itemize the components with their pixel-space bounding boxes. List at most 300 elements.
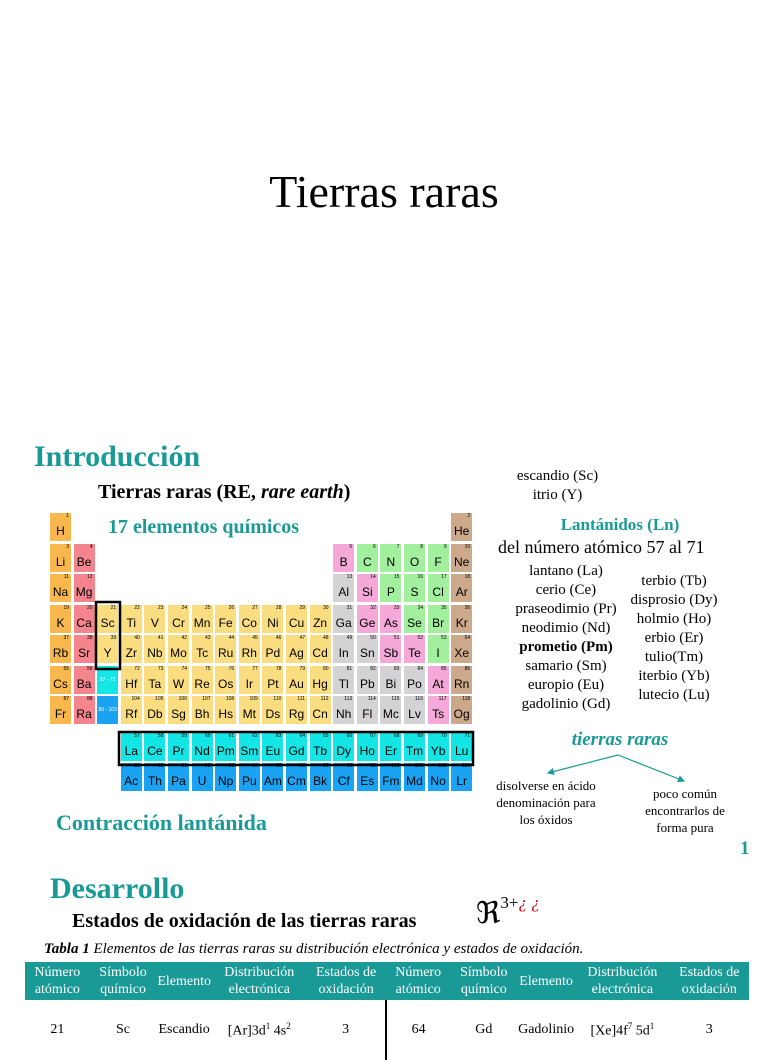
element-cell-U bbox=[191, 762, 214, 792]
element-symbol: Pa bbox=[171, 774, 186, 788]
element-cell-Be bbox=[73, 543, 96, 573]
atomic-number: 73 bbox=[157, 665, 164, 672]
element-cell-Pt bbox=[261, 665, 284, 695]
element-symbol: Pd bbox=[265, 646, 281, 660]
element-symbol: Tm bbox=[405, 743, 424, 758]
atomic-number: 1 bbox=[66, 513, 69, 519]
atomic-number: 95 bbox=[275, 763, 282, 769]
element-symbol: Ho bbox=[359, 743, 375, 758]
element-symbol: Co bbox=[241, 615, 257, 630]
list-item: iterbio (Yb) bbox=[638, 668, 710, 684]
element-symbol: No bbox=[430, 774, 446, 788]
element-symbol: Pr bbox=[172, 743, 185, 758]
atomic-number: 15 bbox=[393, 574, 400, 580]
atomic-number: 60 bbox=[205, 732, 211, 739]
lanthanides-range: del número atómico 57 al 71 bbox=[498, 537, 705, 557]
element-cell-Hg bbox=[309, 665, 332, 695]
col-header: Número atómico bbox=[386, 962, 451, 1000]
element-cell-Fm bbox=[379, 762, 402, 792]
atomic-number: 70 bbox=[441, 732, 447, 739]
element-cell-Cd bbox=[309, 634, 332, 664]
atomic-number: 4 bbox=[89, 543, 93, 550]
element-symbol: Hg bbox=[312, 676, 328, 691]
element-cell-Ga bbox=[332, 604, 355, 634]
atomic-number: 12 bbox=[87, 574, 93, 580]
list-item: cerio (Ce) bbox=[535, 582, 597, 598]
atomic-number: 100 bbox=[391, 763, 400, 769]
atomic-number: 40 bbox=[134, 635, 140, 641]
element-symbol: Po bbox=[407, 676, 422, 691]
element-cell-Ne bbox=[450, 543, 473, 573]
element-cell-Pa bbox=[167, 762, 190, 792]
element-symbol: Db bbox=[147, 707, 163, 721]
atomic-number: 47 bbox=[299, 635, 305, 641]
atomic-number: 81 bbox=[346, 665, 353, 672]
col-header: Número atómico bbox=[25, 962, 90, 1000]
atomic-number: 44 bbox=[228, 635, 235, 641]
list-item: europio (Eu) bbox=[527, 677, 605, 693]
element-cell-Tb bbox=[309, 732, 332, 762]
element-cell-Co bbox=[238, 604, 261, 634]
element-cell-Mc bbox=[379, 695, 402, 725]
col-header: Estados de oxidación bbox=[670, 962, 749, 1000]
element-cell-Li bbox=[49, 543, 72, 573]
element-cell-Rh bbox=[238, 634, 261, 664]
element-cell-Pm bbox=[214, 732, 237, 762]
element-symbol: V bbox=[150, 615, 159, 630]
lanthanide-contraction-heading: Contracción lantánida bbox=[56, 810, 267, 835]
element-cell-Pr bbox=[167, 732, 190, 762]
element-symbol: Rb bbox=[52, 646, 69, 660]
element-symbol: F bbox=[434, 554, 442, 569]
atomic-number: 75 bbox=[205, 665, 211, 672]
atomic-number: 6 bbox=[373, 543, 376, 550]
element-cell-Ra bbox=[73, 695, 96, 725]
col-header: Distribución electrónica bbox=[575, 962, 670, 1000]
rare-earth-definition bbox=[98, 481, 350, 504]
table-caption bbox=[44, 941, 583, 958]
atomic-number: 106 bbox=[178, 696, 187, 702]
element-symbol: Mt bbox=[242, 707, 256, 721]
element-symbol: Rn bbox=[454, 676, 470, 691]
element-symbol: Tc bbox=[196, 646, 209, 660]
element-cell-S bbox=[403, 573, 426, 603]
element-cell-Rf bbox=[120, 695, 143, 725]
atomic-number: 93 bbox=[228, 763, 235, 769]
element-cell-Es bbox=[356, 762, 379, 792]
element-symbol: Gd bbox=[288, 743, 305, 758]
config-text: [Ar]3d bbox=[227, 1023, 266, 1039]
symbol-main: ℜ bbox=[476, 897, 501, 930]
element-cell-I bbox=[427, 634, 450, 664]
element-symbol: Xe bbox=[454, 646, 470, 660]
oxidation-heading: Estados de oxidación de las tierras raras bbox=[72, 910, 417, 932]
element-symbol: Es bbox=[360, 774, 375, 788]
element-cell-H bbox=[49, 512, 72, 542]
element-symbol: Cn bbox=[312, 707, 328, 721]
element-symbol: C bbox=[362, 554, 372, 569]
atomic-number: 25 bbox=[205, 604, 211, 611]
atomic-number: 79 bbox=[299, 665, 305, 672]
atomic-number: 89 - 103 bbox=[98, 707, 117, 713]
element-symbol: Sc bbox=[100, 615, 115, 630]
atomic-number: 90 bbox=[157, 763, 164, 769]
element-symbol: Bk bbox=[313, 774, 328, 788]
element-symbol: S bbox=[410, 585, 419, 599]
element-symbol: Ni bbox=[267, 615, 279, 630]
atomic-number: 5 bbox=[349, 543, 353, 550]
list-item: lantano (La) bbox=[529, 563, 603, 579]
element-symbol: Nd bbox=[194, 743, 210, 758]
element-cell-Og bbox=[450, 695, 473, 725]
element-cell-Ts bbox=[427, 695, 450, 725]
element-symbol: Md bbox=[406, 774, 423, 788]
sc-y-list bbox=[490, 467, 625, 505]
element-symbol: Hf bbox=[125, 676, 138, 691]
atomic-number: 38 bbox=[87, 635, 93, 641]
note-line: disolverse en ácido bbox=[496, 778, 596, 793]
element-cell-Po bbox=[403, 665, 426, 695]
atomic-number: 69 bbox=[417, 732, 423, 739]
atomic-number: 63 bbox=[275, 732, 282, 739]
element-symbol: Ar bbox=[455, 585, 468, 599]
atomic-number: 14 bbox=[370, 574, 376, 580]
element-cell-Cm bbox=[285, 762, 308, 792]
element-cell-No bbox=[427, 762, 450, 792]
element-cell-Ca bbox=[73, 604, 96, 634]
element-cell-Rb bbox=[49, 634, 72, 664]
atomic-number: 109 bbox=[249, 696, 258, 702]
element-symbol: B bbox=[339, 554, 348, 569]
note-line: los óxidos bbox=[519, 812, 573, 827]
atomic-number: 43 bbox=[205, 635, 211, 641]
element-cell-Bk bbox=[309, 762, 332, 792]
cell: 21 bbox=[50, 1022, 65, 1037]
cell-config bbox=[575, 1000, 670, 1060]
element-cell-Ni bbox=[261, 604, 284, 634]
element-cell-Mn bbox=[191, 604, 214, 634]
col-header: Símbolo químico bbox=[90, 962, 157, 1000]
element-symbol: Si bbox=[361, 585, 373, 599]
element-cell-Ar bbox=[450, 573, 473, 603]
element-symbol: Al bbox=[338, 585, 350, 599]
atomic-number: 74 bbox=[181, 665, 187, 672]
config-sup: 2 bbox=[286, 1020, 291, 1031]
atomic-number: 86 bbox=[464, 665, 471, 672]
element-symbol: Mn bbox=[193, 615, 211, 630]
cell: Sc bbox=[116, 1022, 131, 1037]
atomic-number: 11 bbox=[63, 574, 69, 580]
element-symbol: Th bbox=[147, 774, 162, 788]
atomic-number: 21 bbox=[110, 604, 117, 611]
element-symbol: N bbox=[386, 554, 396, 569]
element-cell-Dy bbox=[332, 732, 355, 762]
list-item: itrio (Y) bbox=[532, 487, 583, 503]
atomic-number: 57 - 71 bbox=[99, 676, 116, 683]
note-line: encontrarlos de bbox=[645, 803, 725, 818]
element-cell-Hs bbox=[214, 695, 237, 725]
atomic-number: 46 bbox=[275, 635, 282, 641]
element-cell-Xe bbox=[450, 634, 473, 664]
element-symbol: In bbox=[338, 646, 349, 660]
element-symbol: Bi bbox=[385, 676, 397, 691]
element-cell-Zr bbox=[120, 634, 143, 664]
element-cell-O bbox=[403, 543, 426, 573]
atomic-number: 112 bbox=[320, 696, 329, 702]
element-symbol: Pm bbox=[216, 743, 235, 758]
element-cell-He bbox=[450, 512, 473, 542]
element-symbol: Cl bbox=[432, 585, 444, 599]
element-symbol: Na bbox=[52, 585, 69, 599]
element-symbol: Ba bbox=[76, 676, 92, 691]
list-item: gadolinio (Gd) bbox=[521, 696, 611, 712]
element-cell-Ce bbox=[143, 732, 166, 762]
element-symbol: Lv bbox=[408, 707, 421, 721]
list-item: erbio (Er) bbox=[644, 630, 704, 646]
atomic-number: 8 bbox=[420, 543, 423, 550]
element-symbol: Os bbox=[218, 676, 234, 691]
element-cell-Y bbox=[96, 634, 119, 664]
arrow-right bbox=[618, 755, 684, 781]
element-cell-Ti bbox=[120, 604, 143, 634]
element-cell-Ba bbox=[73, 665, 96, 695]
element-cell-Ru bbox=[214, 634, 237, 664]
element-symbol: Li bbox=[55, 554, 66, 569]
elements-count: 17 elementos químicos bbox=[108, 516, 300, 538]
atomic-number: 33 bbox=[393, 604, 400, 611]
atomic-number: 78 bbox=[275, 665, 282, 672]
atomic-number: 102 bbox=[438, 763, 447, 769]
element-symbol: Mo bbox=[170, 646, 187, 660]
list-item: samario (Sm) bbox=[525, 658, 607, 674]
element-symbol: Zn bbox=[313, 615, 328, 630]
element-cell-Sb bbox=[379, 634, 402, 664]
element-symbol: Pu bbox=[241, 774, 257, 788]
atomic-number: 19 bbox=[63, 604, 69, 611]
list-item: praseodimio (Pr) bbox=[515, 601, 617, 617]
element-cell-series bbox=[96, 695, 119, 725]
element-symbol: Eu bbox=[265, 743, 281, 758]
element-symbol: Mg bbox=[75, 585, 93, 599]
element-symbol: Tl bbox=[338, 676, 349, 691]
element-symbol: Ag bbox=[289, 646, 304, 660]
arrow-left bbox=[548, 755, 618, 773]
element-symbol: Rf bbox=[125, 707, 138, 721]
element-cell-Sc bbox=[96, 604, 119, 634]
atomic-number: 55 bbox=[63, 665, 69, 672]
element-cell-Kr bbox=[450, 604, 473, 634]
element-symbol: Cd bbox=[312, 646, 328, 660]
element-cell-Na bbox=[49, 573, 72, 603]
intro-heading: Introducción bbox=[34, 440, 201, 473]
atomic-number: 39 bbox=[110, 635, 117, 641]
element-cell-Au bbox=[285, 665, 308, 695]
config-sup: 1 bbox=[649, 1020, 655, 1031]
element-cell-Sn bbox=[356, 634, 379, 664]
atomic-number: 56 bbox=[87, 665, 93, 672]
atomic-number: 85 bbox=[441, 665, 447, 672]
element-symbol: Nb bbox=[147, 646, 163, 660]
element-cell-V bbox=[143, 604, 166, 634]
element-symbol: Ne bbox=[454, 554, 470, 569]
element-cell-Tc bbox=[191, 634, 214, 664]
element-cell-Fr bbox=[49, 695, 72, 725]
element-symbol: Hs bbox=[218, 707, 234, 721]
atomic-number: 34 bbox=[417, 604, 423, 611]
list-item: holmio (Ho) bbox=[636, 611, 712, 627]
element-symbol: Br bbox=[432, 615, 445, 630]
cell-config bbox=[212, 1000, 307, 1060]
atomic-number: 37 bbox=[63, 635, 69, 641]
element-cell-Re bbox=[191, 665, 214, 695]
periodic-table-image bbox=[49, 512, 475, 798]
col-header: Elemento bbox=[517, 962, 575, 1000]
element-symbol: Am bbox=[263, 774, 282, 788]
element-cell-Cf bbox=[332, 762, 355, 792]
element-cell-Lv bbox=[403, 695, 426, 725]
element-symbol: Mc bbox=[382, 707, 399, 721]
atomic-number: 72 bbox=[134, 665, 140, 672]
development-heading: Desarrollo bbox=[50, 872, 185, 905]
element-cell-series bbox=[96, 665, 119, 695]
atomic-number: 91 bbox=[181, 763, 187, 769]
element-symbol: Zr bbox=[125, 646, 137, 660]
lanthanides-title: Lantánidos (Ln) bbox=[560, 515, 680, 534]
cell: 3 bbox=[705, 1022, 713, 1037]
list-item: neodimio (Nd) bbox=[521, 620, 611, 636]
atomic-number: 24 bbox=[181, 604, 187, 611]
element-symbol: Bh bbox=[194, 707, 210, 721]
element-cell-La bbox=[120, 732, 143, 762]
element-cell-Ir bbox=[238, 665, 261, 695]
element-symbol: Te bbox=[408, 646, 421, 660]
atomic-number: 107 bbox=[202, 696, 211, 702]
atomic-number: 3 bbox=[66, 543, 69, 550]
atomic-number: 83 bbox=[393, 665, 400, 672]
atomic-number: 59 bbox=[181, 732, 187, 739]
atomic-number: 103 bbox=[461, 763, 471, 769]
atomic-number: 27 bbox=[252, 604, 258, 611]
cell: 64 bbox=[386, 1000, 451, 1060]
element-symbol: Lr bbox=[456, 774, 468, 788]
element-cell-C bbox=[356, 543, 379, 573]
atomic-number: 111 bbox=[297, 696, 305, 702]
element-symbol: Cu bbox=[288, 615, 305, 630]
element-cell-As bbox=[379, 604, 402, 634]
element-cell-Pu bbox=[238, 762, 261, 792]
atomic-number: 87 bbox=[63, 696, 69, 702]
element-symbol: Ta bbox=[148, 676, 162, 691]
atomic-number: 42 bbox=[181, 635, 187, 641]
atomic-number: 48 bbox=[323, 635, 329, 641]
atomic-number: 116 bbox=[415, 696, 423, 702]
element-cell-Se bbox=[403, 604, 426, 634]
element-symbol: Pt bbox=[267, 676, 279, 691]
element-symbol: Ir bbox=[245, 676, 253, 691]
element-cell-Bi bbox=[379, 665, 402, 695]
note-dissolve bbox=[484, 777, 608, 828]
atomic-number: 96 bbox=[299, 763, 305, 769]
element-symbol: Fl bbox=[362, 707, 373, 721]
atomic-number: 30 bbox=[323, 604, 329, 611]
element-cell-Cn bbox=[309, 695, 332, 725]
element-cell-Sr bbox=[73, 634, 96, 664]
element-cell-Ag bbox=[285, 634, 308, 664]
config-text: [Xe]4f bbox=[590, 1023, 628, 1039]
col-header: Elemento bbox=[156, 962, 212, 1000]
atomic-number: 101 bbox=[414, 763, 423, 769]
element-cell-Cs bbox=[49, 665, 72, 695]
atomic-number: 92 bbox=[205, 763, 211, 769]
note-line: forma pura bbox=[656, 820, 714, 835]
element-cell-Th bbox=[143, 762, 166, 792]
element-cell-Al bbox=[332, 573, 355, 603]
atomic-number: 57 bbox=[134, 732, 140, 739]
element-symbol: H bbox=[56, 524, 65, 538]
element-cell-Gd bbox=[285, 732, 308, 762]
element-cell-Ds bbox=[261, 695, 284, 725]
atomic-number: 65 bbox=[323, 732, 329, 739]
element-symbol: Nh bbox=[336, 707, 352, 721]
atomic-number: 26 bbox=[228, 604, 235, 611]
symbol-charge: 3+ bbox=[500, 893, 519, 912]
list-item: lutecio (Lu) bbox=[638, 687, 710, 703]
page-number: 1 bbox=[740, 838, 750, 859]
element-cell-Ac bbox=[120, 762, 143, 792]
element-symbol: Og bbox=[453, 707, 470, 721]
config-text: 4s bbox=[270, 1023, 287, 1039]
element-cell-At bbox=[427, 665, 450, 695]
atomic-number: 32 bbox=[370, 604, 376, 611]
element-cell-Yb bbox=[427, 732, 450, 762]
element-cell-Ta bbox=[143, 665, 166, 695]
element-symbol: Ru bbox=[218, 646, 234, 660]
element-symbol: Yb bbox=[430, 743, 446, 758]
atomic-number: 104 bbox=[131, 696, 140, 702]
element-cell-N bbox=[379, 543, 402, 573]
atomic-number: 105 bbox=[155, 696, 164, 702]
element-symbol: Sr bbox=[78, 646, 91, 660]
element-cell-Zn bbox=[309, 604, 332, 634]
element-cell-Eu bbox=[261, 732, 284, 762]
atomic-number: 80 bbox=[323, 665, 329, 672]
re-italic: rare earth bbox=[260, 481, 344, 503]
atomic-number: 62 bbox=[252, 732, 258, 739]
periodic-table-grid bbox=[49, 512, 475, 798]
atomic-number: 99 bbox=[370, 763, 376, 769]
atomic-number: 51 bbox=[393, 635, 400, 641]
element-cell-Nb bbox=[143, 634, 166, 664]
atomic-number: 71 bbox=[464, 732, 471, 739]
config-sup: 1 bbox=[265, 1020, 271, 1031]
element-cell-Lu bbox=[450, 732, 473, 762]
element-cell-Mt bbox=[238, 695, 261, 725]
element-cell-Br bbox=[427, 604, 450, 634]
element-cell-Si bbox=[356, 573, 379, 603]
symbol-suffix: ¿ ¿ bbox=[518, 893, 540, 912]
atomic-number: 13 bbox=[346, 574, 353, 580]
element-symbol: Ds bbox=[265, 707, 281, 721]
element-cell-Am bbox=[261, 762, 284, 792]
list-item: disprosio (Dy) bbox=[630, 592, 718, 608]
config-text: 5d bbox=[632, 1023, 650, 1039]
element-symbol: Cf bbox=[337, 774, 350, 788]
element-cell-Sg bbox=[167, 695, 190, 725]
element-cell-Ge bbox=[356, 604, 379, 634]
list-item: tulio(Tm) bbox=[644, 649, 704, 665]
element-symbol: As bbox=[383, 615, 398, 630]
atomic-number: 61 bbox=[228, 732, 235, 739]
